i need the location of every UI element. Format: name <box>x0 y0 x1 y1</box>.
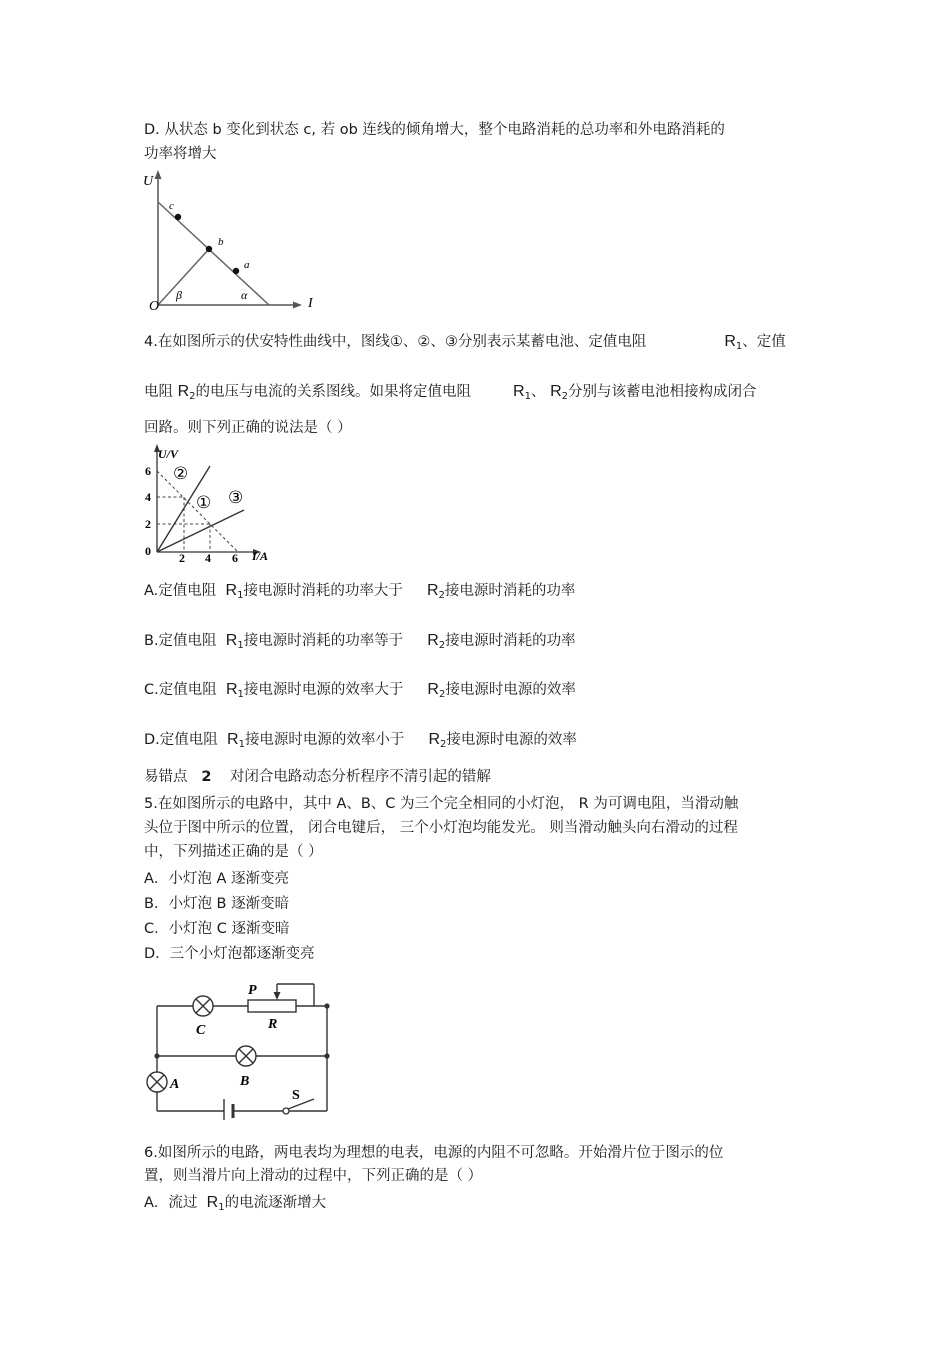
q4-option-a: A.定值电阻 $R_1$接电源时消耗的功率大于 $R_2$接电源时消耗的功率 <box>144 582 576 601</box>
q5-line1: 5.在如图所示的电路中，其中 A、B、C 为三个完全相同的小灯泡， R 为可调电阻，当滑动触 <box>144 796 739 812</box>
q3-option-d-line2: 功率将增大 <box>144 146 217 162</box>
y-axis-label: U/V <box>158 447 179 461</box>
lamp-c-label: C <box>196 1023 206 1038</box>
x-tick-6: 6 <box>232 551 238 565</box>
alpha-angle-label: α <box>241 288 248 302</box>
curve-2-label: ② <box>173 464 189 483</box>
error-point-heading: 易错点 2 对闭合电路动态分析程序不清引起的错解 <box>144 769 491 785</box>
i-axis-label: I <box>308 296 313 311</box>
lamp-b-label: B <box>240 1074 250 1089</box>
y-tick-2: 2 <box>145 517 151 531</box>
q5-line3: 中，下列描述正确的是（ ） <box>144 844 323 860</box>
q6-line2: 置，则当滑片向上滑动的过程中，下列正确的是（ ） <box>144 1168 483 1184</box>
q4-line1: 4.在如图所示的伏安特性曲线中，图线①、②、③分别表示某蓄电池、定值电阻 $R_1$、定值 <box>144 333 786 352</box>
beta-angle-label: β <box>176 288 182 302</box>
y-tick-6: 6 <box>145 464 151 478</box>
y-tick-4: 4 <box>145 490 151 504</box>
q4-option-c: C.定值电阻 $R_1$接电源时电源的效率大于 $R_2$接电源时电源的效率 <box>144 681 576 700</box>
q4-option-b: B.定值电阻 $R_1$接电源时消耗的功率等于 $R_2$接电源时消耗的功率 <box>144 632 576 651</box>
origin-label: O <box>149 299 160 313</box>
q3-option-d-line1: D. 从状态 b 变化到状态 c, 若 ob 连线的倾角增大，整个电路消耗的总功率和外电路消耗的 <box>144 122 725 138</box>
q6-line1: 6.如图所示的电路，两电表均为理想的电表，电源的内阻不可忽略。开始滑片位于图示的位 <box>144 1145 724 1161</box>
q5-option-c: C．小灯泡 C 逐渐变暗 <box>144 921 290 937</box>
ui-graph-figure <box>138 168 328 313</box>
x-tick-2: 2 <box>179 551 185 565</box>
q5-option-b: B．小灯泡 B 逐渐变暗 <box>144 896 290 912</box>
curve-3-label: ③ <box>228 488 244 507</box>
point-b-label: b <box>218 236 224 248</box>
q4-line3: 回路。则下列正确的说法是（ ） <box>144 420 352 436</box>
q5-line2: 头位于图中所示的位置， 闭合电键后， 三个小灯泡均能发光。 则当滑动触头向右滑动的过程 <box>144 820 738 836</box>
lamp-a-label: A <box>170 1077 180 1092</box>
circuit-diagram-figure <box>140 975 340 1120</box>
x-axis-label: I/A <box>252 549 269 563</box>
curve-1-label: ① <box>196 493 212 512</box>
point-a-label: a <box>244 259 250 271</box>
iv-characteristics-figure <box>140 440 275 565</box>
slider-p-label: P <box>248 983 257 998</box>
switch-s-label: S <box>292 1088 300 1103</box>
q5-option-a: A．小灯泡 A 逐渐变亮 <box>144 871 290 887</box>
x-tick-4: 4 <box>205 551 211 565</box>
q4-option-d: D.定值电阻 $R_1$接电源时电源的效率小于 $R_2$接电源时电源的效率 <box>144 731 577 750</box>
u-axis-label: U <box>143 174 154 189</box>
origin-label: 0 <box>145 544 151 558</box>
q5-option-d: D．三个小灯泡都逐渐变亮 <box>144 946 315 962</box>
q6-option-a: A．流过 $R_1$的电流逐渐增大 <box>144 1194 327 1213</box>
resistor-r-label: R <box>268 1017 278 1032</box>
point-c-label: c <box>169 200 174 212</box>
q4-line2: 电阻 $R_2$的电压与电流的关系图线。如果将定值电阻 $R_1$、 $R_2$分别与该蓄电池相接构成闭合 <box>144 383 757 402</box>
